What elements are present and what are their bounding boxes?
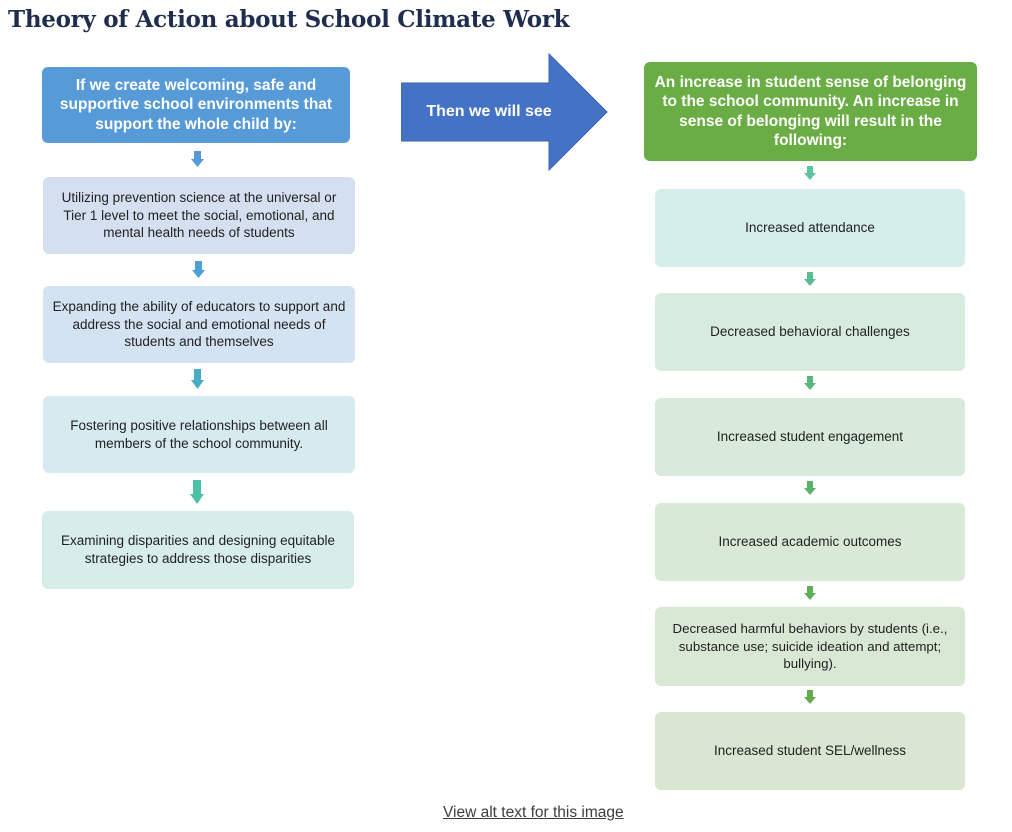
left-step-2: Expanding the ability of educators to support and address the social and emotional needs of students and themselves [43,286,355,363]
right-step-4: Increased academic outcomes [655,503,965,581]
down-arrow-icon [191,151,204,172]
right-header-box: An increase in student sense of belonging to the school community. An increase in sense of belonging will result in the following: [644,62,977,161]
down-arrow-icon [804,481,816,500]
left-step-3: Fostering positive relationships between all members of the school community. [43,396,355,473]
down-arrow-icon [191,369,204,394]
right-step-2: Decreased behavioral challenges [655,293,965,371]
arrow-label: Then we will see [426,103,552,120]
down-arrow-icon [190,480,204,509]
left-step-1: Utilizing prevention science at the universal or Tier 1 level to meet the social, emotional, and mental health needs of students [43,177,355,254]
right-step-6: Increased student SEL/wellness [655,712,965,790]
page-title: Theory of Action about School Climate Work [8,6,570,33]
down-arrow-icon [804,376,816,395]
down-arrow-icon [804,690,816,709]
left-header-box: If we create welcoming, safe and supportive school environments that support the whole child by: [42,67,350,143]
right-step-5: Decreased harmful behaviors by students (i.e., substance use; suicide ideation and attempt; bullying). [655,607,965,686]
right-step-1: Increased attendance [655,189,965,267]
down-arrow-icon [804,166,816,185]
down-arrow-icon [192,261,205,283]
view-alt-text-link[interactable]: View alt text for this image [443,804,624,821]
left-step-4: Examining disparities and designing equitable strategies to address those disparities [42,511,354,589]
right-step-3: Increased student engagement [655,398,965,476]
down-arrow-icon [804,586,816,605]
down-arrow-icon [804,272,816,291]
